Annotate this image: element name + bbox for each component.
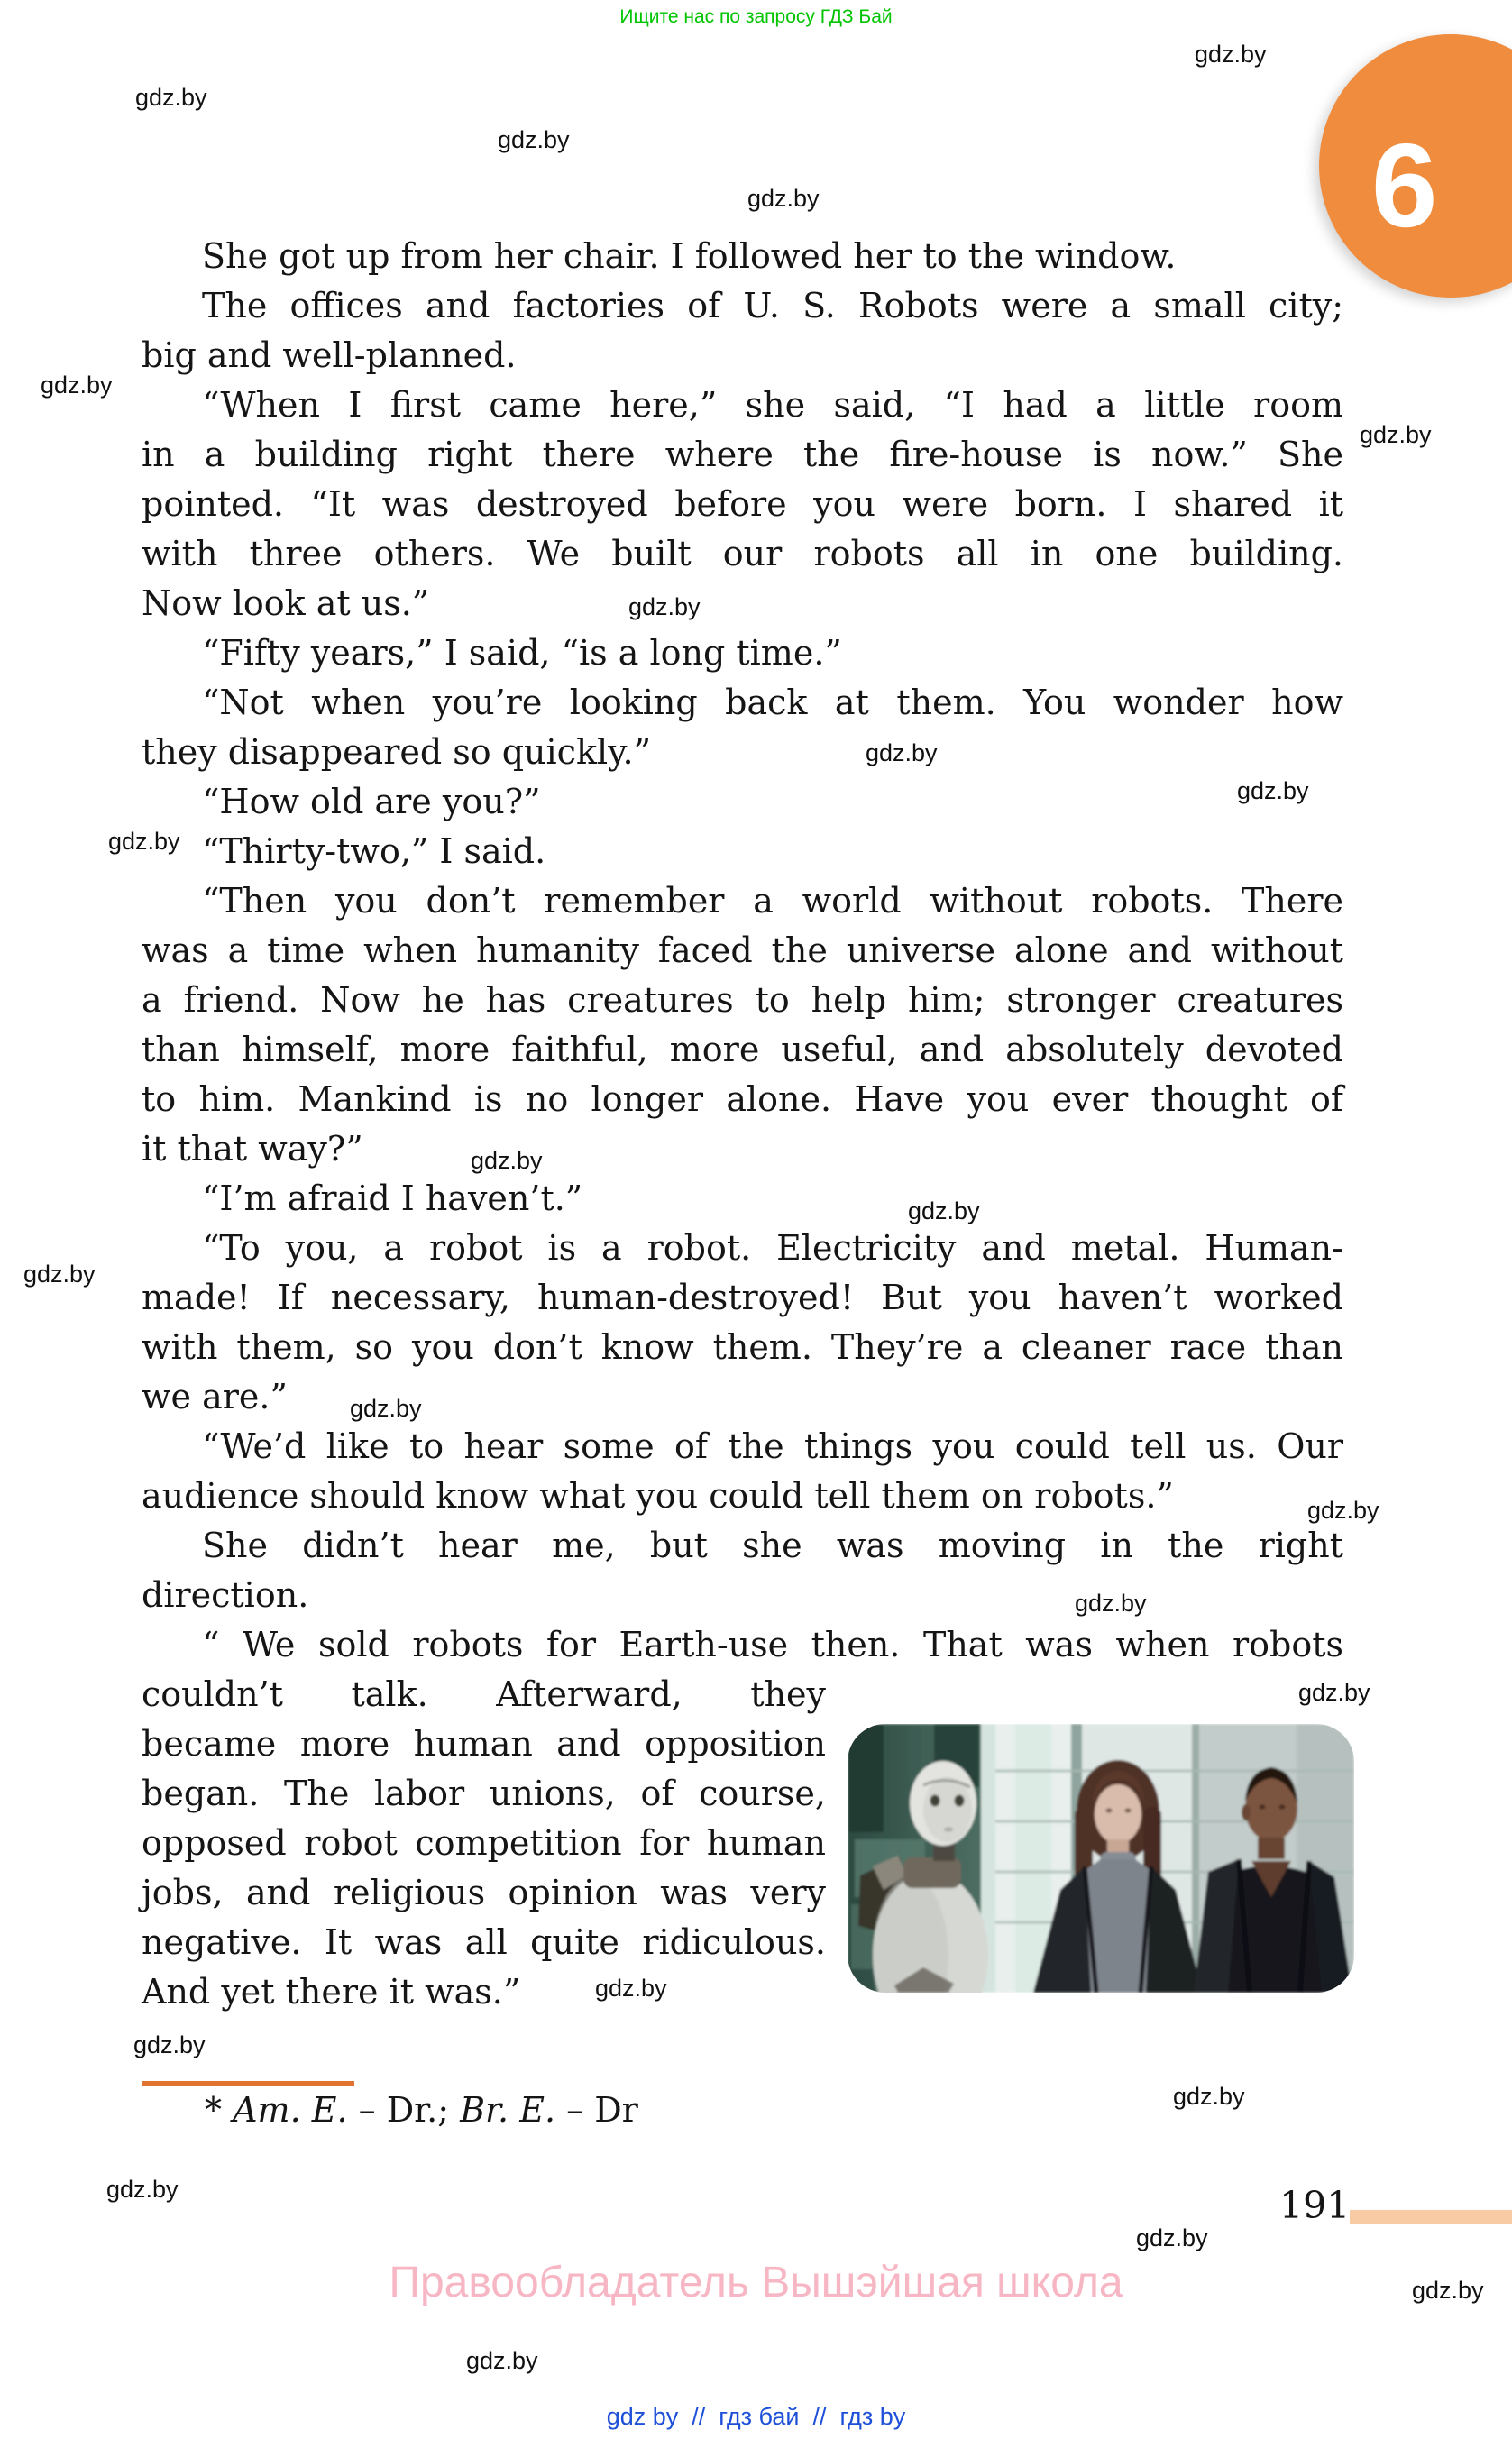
story-line: in a building right there where the fire-house is now.” She [142,435,1343,474]
footnote-br-e: Br. E. [460,2090,556,2130]
gdz-watermark: gdz.by [1173,2083,1245,2110]
page-number-bar [1350,2210,1512,2224]
story-line: “Not when you’re looking back at them. You wonder how [202,683,1343,722]
story-line: to him. Mankind is no longer alone. Have you ever thought of [142,1079,1343,1119]
story-line: was a time when humanity faced the universe alone and without [142,931,1343,970]
story-line: jobs, and religious opinion was very [142,1873,826,1912]
gdz-watermark: gdz.by [108,828,180,855]
story-line: Now look at us.” [142,583,430,623]
chapter-number: 6 [1371,119,1438,252]
gdz-watermark: gdz.by [135,84,207,111]
story-line: a friend. Now he has creatures to help him; stronger creatures [142,980,1343,1020]
story-line: “ We sold robots for Earth-use then. That was when robots [202,1625,1343,1664]
story-line: The offices and factories of U. S. Robots were a small city; [202,286,1343,326]
irobot-movie-photo [848,1724,1354,1993]
story-line: than himself, more faithful, more useful, and absolutely devoted [142,1030,1343,1069]
gdz-links[interactable]: gdz by // гдз бай // гдз by [606,2403,906,2430]
gdz-watermark: gdz.by [1412,2277,1484,2304]
gdz-watermark: gdz.by [1195,41,1267,68]
story-line: began. The labor unions, of course, [142,1774,826,1813]
top-search-notice: Ищите нас по запросу ГДЗ Бай [619,6,893,27]
publisher-notice: Правообладатель Вышэйшая школа [389,2259,1123,2306]
story-line: “I’m afraid I haven’t.” [202,1178,583,1218]
story-line: became more human and opposition [142,1724,826,1764]
story-line: And yet there it was.” [142,1972,521,2012]
story-line: with three others. We built our robots all in one building. [142,534,1343,573]
gdz-watermark: gdz.by [106,2176,179,2203]
story-line: we are.” [142,1377,288,1417]
story-line: made! If necessary, human-destroyed! But you haven’t worked [142,1278,1343,1317]
chapter-badge [1319,34,1512,298]
gdz-watermark: gdz.by [471,1147,543,1174]
irobot-photo-graphic [848,1724,1354,1993]
footnote-dr2: – Dr [555,2090,638,2130]
story-line: they disappeared so quickly.” [142,732,652,772]
story-line: She didn’t hear me, but she was moving in the right [202,1526,1343,1565]
story-line: “How old are you?” [202,782,541,821]
gdz-watermark: gdz.by [466,2347,538,2374]
gdz-watermark: gdz.by [747,185,820,212]
story-line: “Then you don’t remember a world without robots. There [202,881,1343,921]
story-line: “We’d like to hear some of the things you could tell us. Our [202,1426,1343,1466]
gdz-watermark: gdz.by [498,126,570,153]
gdz-watermark: gdz.by [23,1261,96,1288]
footnote-divider [142,2081,354,2086]
page-number: 191 [1279,2184,1351,2227]
story-line: negative. It was all quite ridiculous. [142,1922,826,1962]
footnote [205,2090,638,2132]
gdz-watermark: gdz.by [133,2031,206,2058]
footnote-am-e: Am. E. [233,2090,348,2130]
gdz-watermark: gdz.by [1237,777,1309,804]
gdz-watermark: gdz.by [1136,2224,1208,2251]
gdz-watermark: gdz.by [908,1197,980,1224]
story-line: audience should know what you could tell them on robots.” [142,1476,1174,1516]
gdz-watermark: gdz.by [350,1395,422,1422]
gdz-watermark: gdz.by [1298,1679,1370,1706]
story-line: direction. [142,1575,309,1615]
gdz-watermark: gdz.by [1307,1497,1379,1524]
gdz-watermark: gdz.by [1360,421,1432,448]
story-line: She got up from her chair. I followed her to the window. [202,236,1177,276]
gdz-watermark: gdz.by [595,1975,667,2002]
story-line: it that way?” [142,1129,363,1169]
story-line: pointed. “It was destroyed before you were born. I shared it [142,484,1343,524]
gdz-watermark: gdz.by [1075,1590,1147,1617]
story-line: opposed robot competition for human [142,1823,826,1863]
footnote-dr1: – Dr.; [347,2090,461,2130]
footnote-asterisk: * [205,2090,234,2130]
gdz-watermark: gdz.by [628,593,701,620]
story-line: big and well-planned. [142,335,517,375]
story-line: “Thirty-two,” I said. [202,831,546,871]
story-line: couldn’t talk. Afterward, they [142,1674,826,1714]
story-line: “To you, a robot is a robot. Electricity and metal. Human- [202,1228,1343,1268]
gdz-watermark: gdz.by [41,371,113,399]
story-line: “When I first came here,” she said, “I had a little room [202,385,1343,425]
story-line: “Fifty years,” I said, “is a long time.” [202,633,842,673]
story-line: with them, so you don’t know them. They’re a cleaner race than [142,1327,1343,1367]
gdz-watermark: gdz.by [866,739,938,766]
